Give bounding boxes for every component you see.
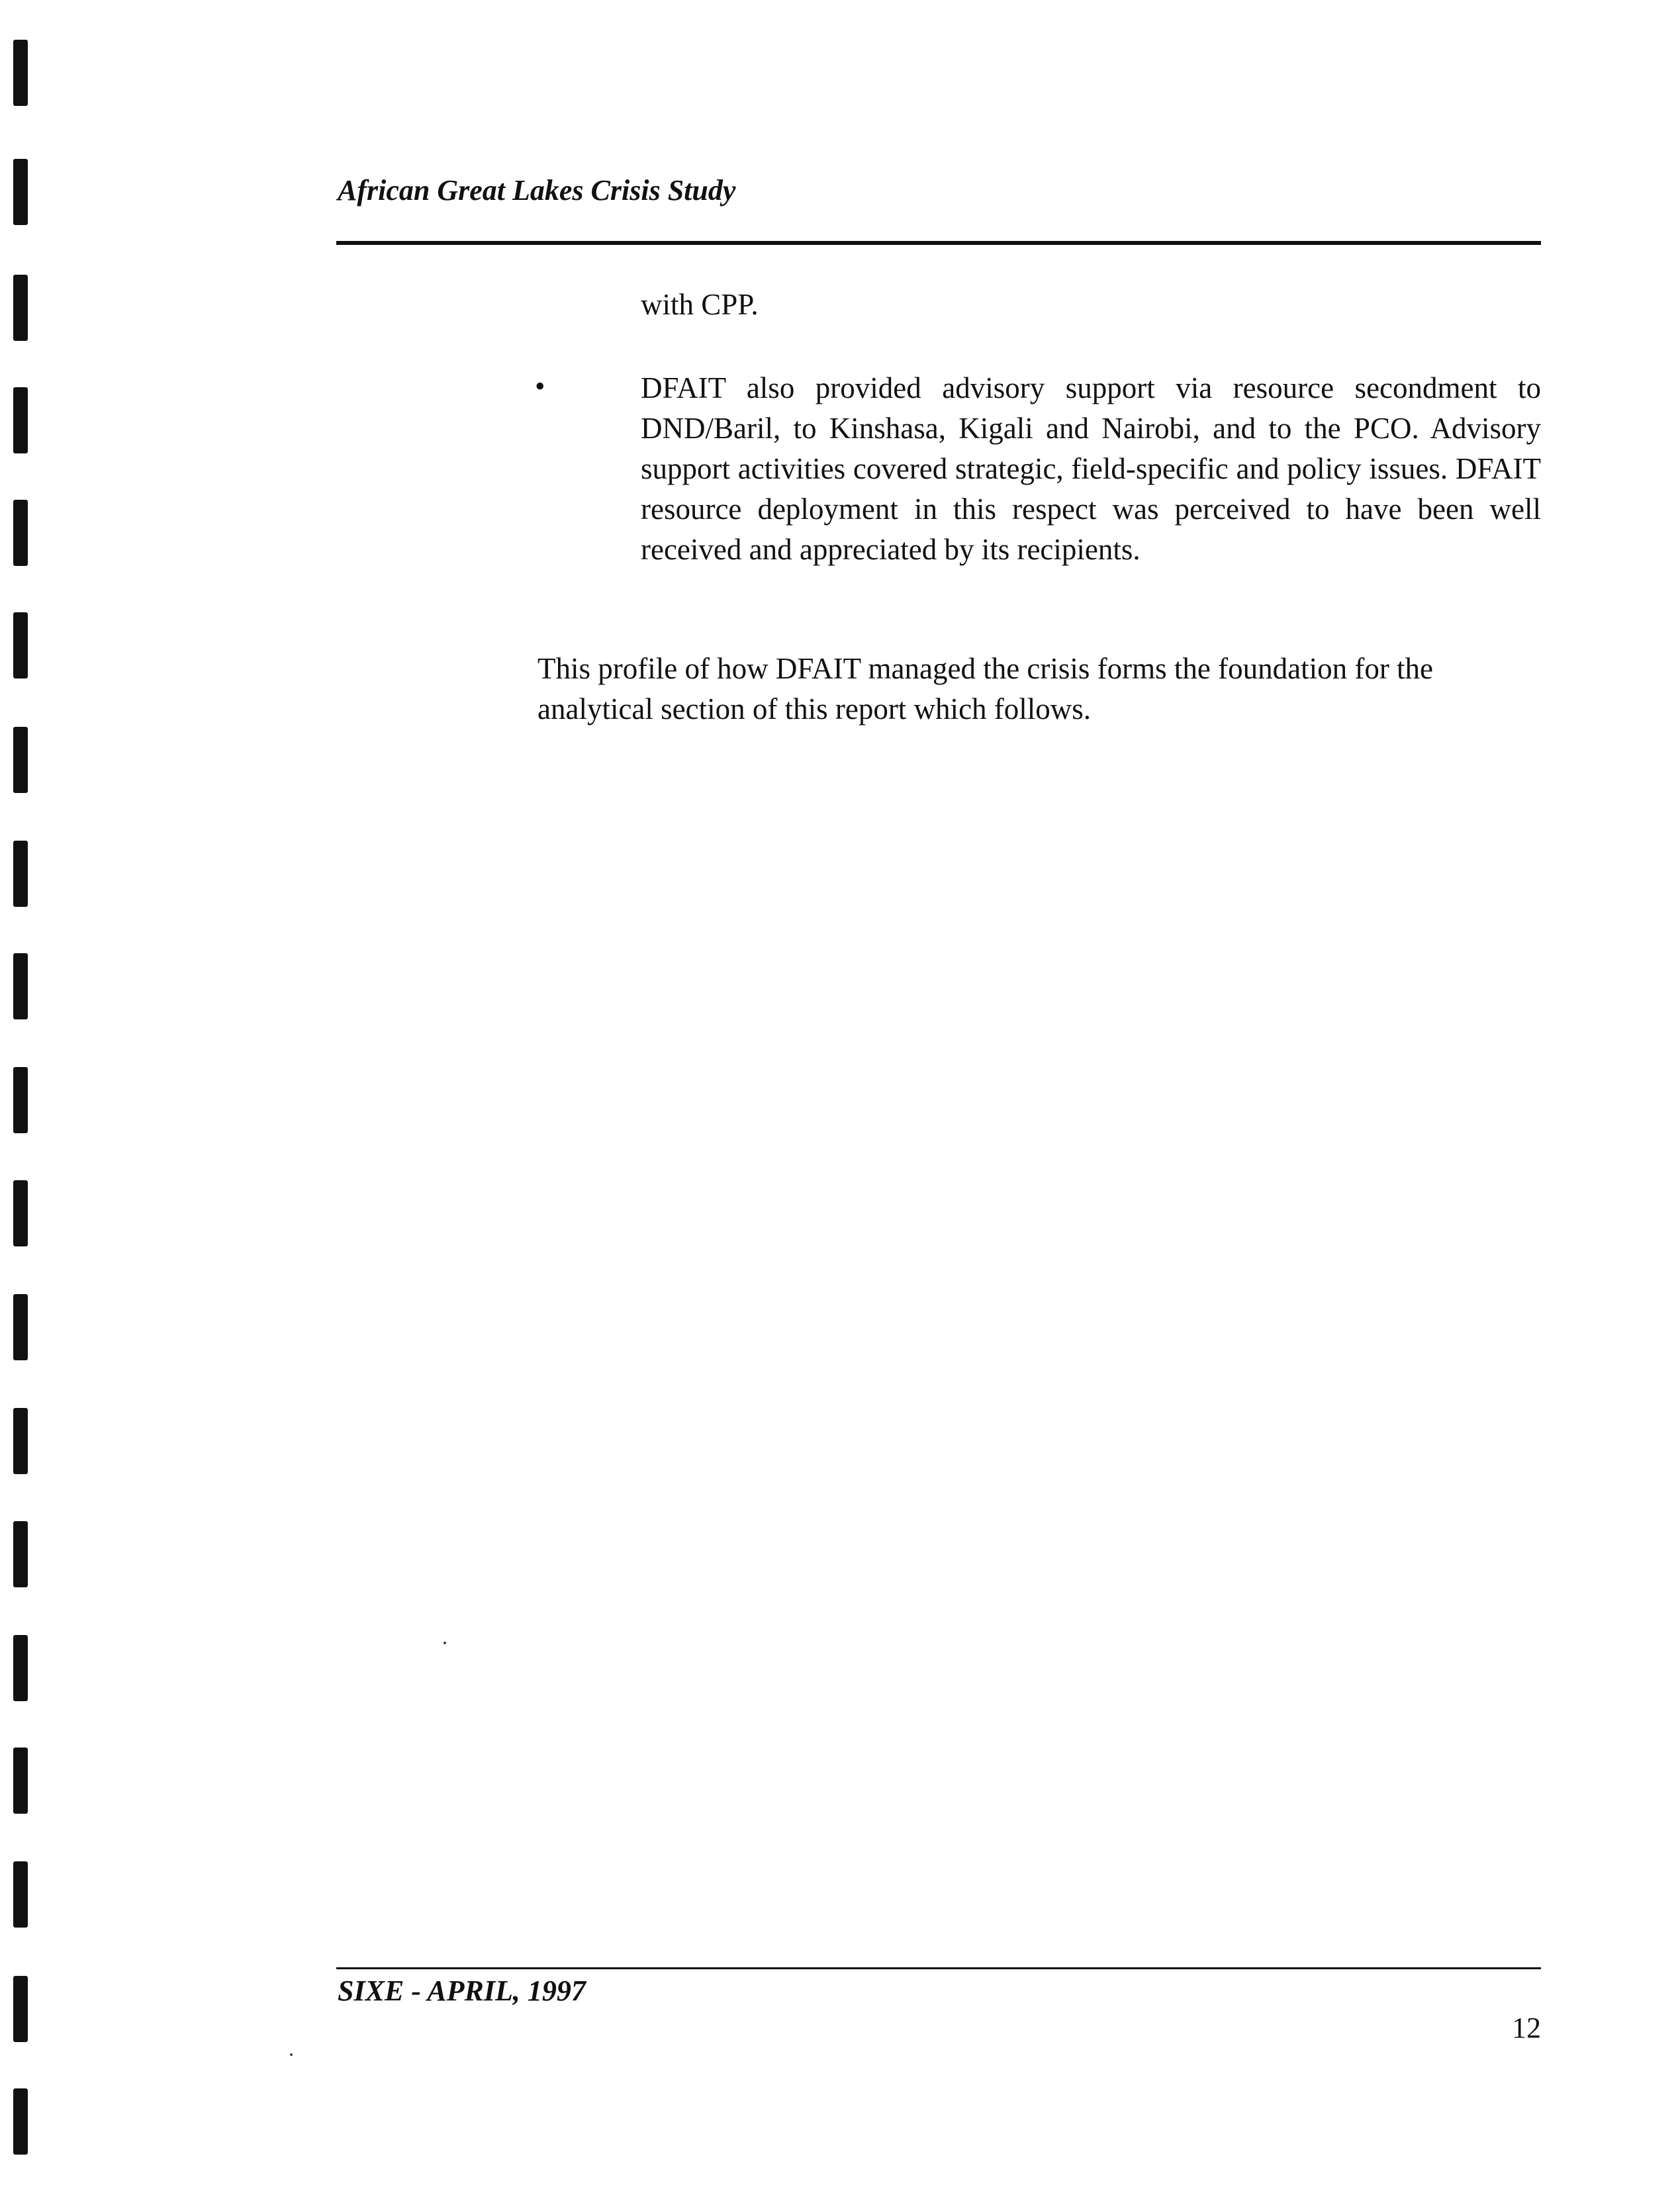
binding-hole [13, 841, 28, 907]
binding-hole [13, 500, 28, 566]
binding-hole [13, 1408, 28, 1474]
binding-hole [13, 1521, 28, 1587]
binding-hole [13, 387, 28, 453]
footer-rule [336, 1967, 1541, 1969]
binding-hole [13, 1748, 28, 1814]
binding-hole [13, 1861, 28, 1928]
binding-hole [13, 953, 28, 1019]
scan-speck [443, 1642, 446, 1644]
running-title: African Great Lakes Crisis Study [338, 174, 736, 207]
binding-hole [13, 159, 28, 225]
binding-hole [13, 275, 28, 341]
continuation-line: with CPP. [641, 288, 759, 321]
binding-hole [13, 2088, 28, 2155]
binding-hole [13, 1180, 28, 1246]
bullet-paragraph: DFAIT also provided advisory support via resource secondment to DND/Baril, to Kinshasa, Kigali and Nairobi, and to the PCO. Advisory support activities covered strategic, field-specific and policy issues. DFAIT resource deployment in this respect was perceived to have been well received and appreciated by its recipients. [641, 371, 1541, 566]
page-number: 12 [1512, 2012, 1541, 2044]
binding-hole [13, 1635, 28, 1701]
header-rule [336, 241, 1541, 245]
bullet-symbol: • [535, 370, 545, 402]
binding-hole [13, 727, 28, 793]
scan-speck [290, 2053, 293, 2056]
closing-paragraph: This profile of how DFAIT managed the crisis forms the foundation for the analytical section of this report which follows. [537, 652, 1434, 725]
binding-hole [13, 1976, 28, 2042]
binding-hole [13, 612, 28, 678]
binding-hole [13, 1067, 28, 1133]
binding-hole [13, 40, 28, 106]
publisher-date: SIXE - APRIL, 1997 [338, 1975, 586, 2007]
binding-hole [13, 1294, 28, 1360]
